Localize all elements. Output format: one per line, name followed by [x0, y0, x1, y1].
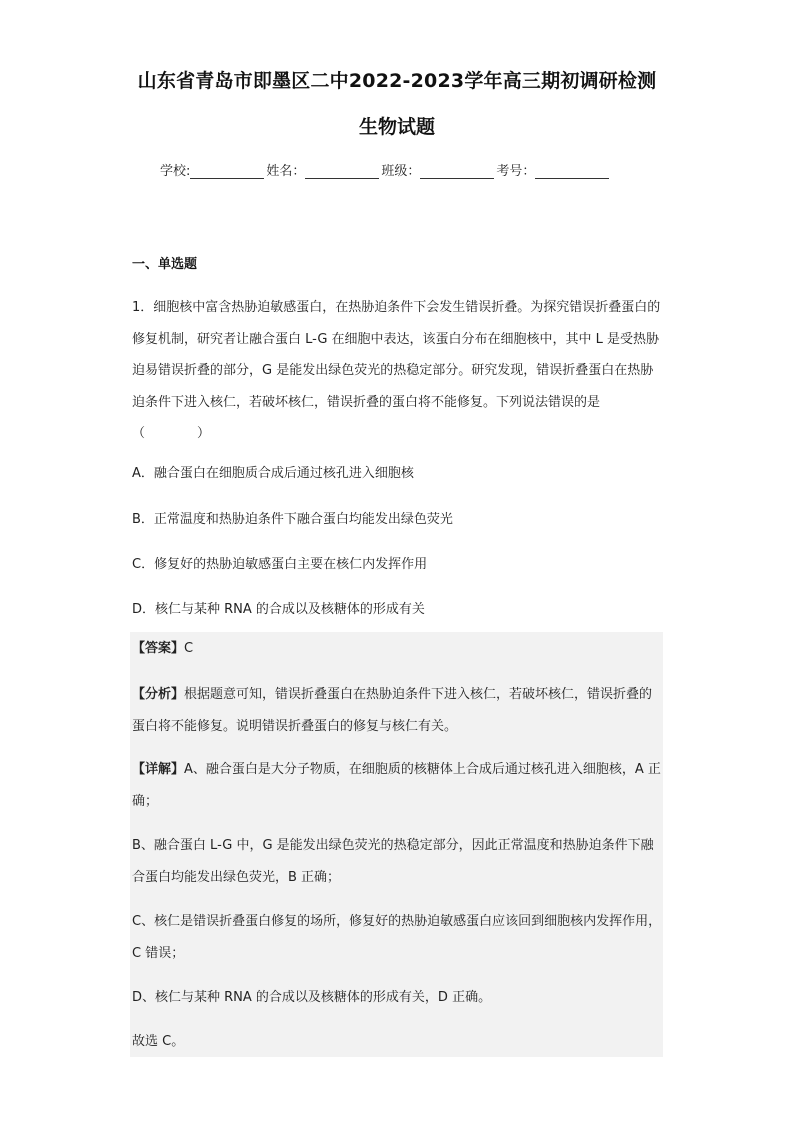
detail-a-text: A、融合蛋白是大分子物质，在细胞质的核糖体上合成后通过核孔进入细胞核，A 正确；: [132, 762, 661, 809]
option-c: C．修复好的热胁迫敏感蛋白主要在核仁内发挥作用: [132, 557, 428, 572]
answer-line: [132, 633, 662, 665]
exam-no-label: 考号：: [496, 164, 536, 179]
detail-d-text: D、核仁与某种 RNA 的合成以及核糖体的形成有关，D 正确。: [132, 990, 492, 1005]
question-stem: 1．细胞核中富含热胁迫敏感蛋白，在热胁迫条件下会发生错误折叠。为探究错误折叠蛋白的修复机制，研究者让融合蛋白 L-G 在细胞中表达，该蛋白分布在细胞核中，其中 L 是受热胁迫易错误折叠的部分，G 是能发出绿色荧光的热稳定部分。研究发现，错误折叠蛋白在热胁迫条件下进入核仁，若破坏核仁，错误折叠的蛋白将不能修复。下列说法错误的是（ ）: [132, 300, 661, 441]
option-a: A．融合蛋白在细胞质合成后通过核孔进入细胞核: [132, 466, 414, 481]
exam-no-blank[interactable]: [535, 164, 609, 179]
name-label: 姓名：: [266, 164, 306, 179]
analysis-tag: 【分析】: [132, 687, 185, 702]
detail-b-text: B、融合蛋白 L-G 中，G 是能发出绿色荧光的热稳定部分，因此正常温度和热胁迫条件下融合蛋白均能发出绿色荧光，B 正确；: [132, 838, 654, 885]
detail-tag: 【详解】: [132, 762, 185, 777]
section-heading: 一、单选题: [132, 257, 198, 272]
name-blank[interactable]: [305, 164, 379, 179]
class-blank[interactable]: [420, 164, 494, 179]
school-label: 学校:: [160, 164, 191, 179]
student-info-row: [160, 160, 611, 179]
answer-value: C: [184, 641, 194, 656]
school-blank[interactable]: [190, 164, 264, 179]
analysis-block: [132, 679, 662, 742]
document-subtitle: 生物试题: [358, 116, 435, 138]
analysis-text: 根据题意可知，错误折叠蛋白在热胁迫条件下进入核仁，若破坏核仁，错误折叠的蛋白将不能修复。说明错误折叠蛋白的修复与核仁有关。: [132, 687, 653, 734]
conclusion-text: 故选 C。: [132, 1034, 185, 1049]
option-d: D．核仁与某种 RNA 的合成以及核糖体的形成有关: [132, 602, 425, 617]
option-b: B．正常温度和热胁迫条件下融合蛋白均能发出绿色荧光: [132, 512, 453, 527]
answer-tag: 【答案】: [132, 641, 185, 656]
detail-c-text: C、核仁是错误折叠蛋白修复的场所，修复好的热胁迫敏感蛋白应该回到细胞核内发挥作用，C 错误；: [132, 914, 662, 961]
class-label: 班级：: [381, 164, 421, 179]
detail-block-a: [132, 754, 662, 817]
document-title: 山东省青岛市即墨区二中2022-2023学年高三期初调研检测: [137, 70, 657, 92]
